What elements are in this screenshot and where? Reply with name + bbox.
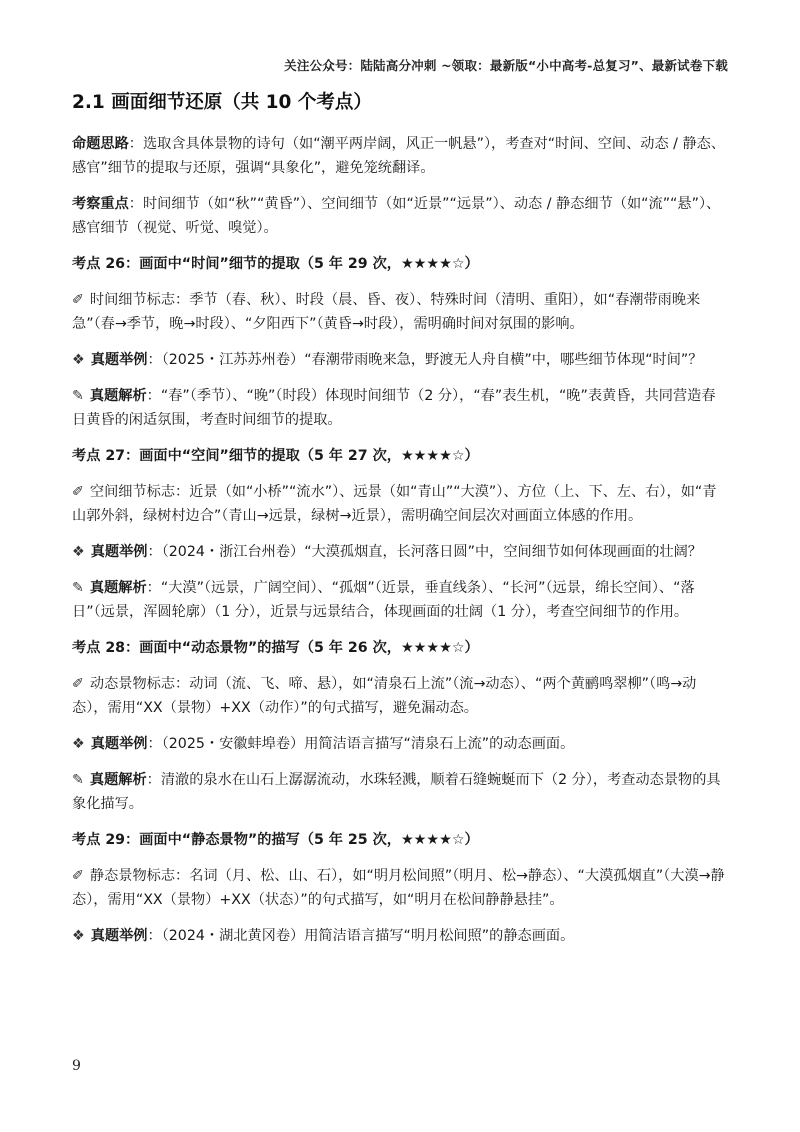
example-text: ：（2024・浙江台州卷）“大漠孤烟直，长河落日圆”中，空间细节如何体现画面的壮阔？ [147,544,702,560]
analysis-label: 真题解析 [89,580,147,596]
point-heading: 考点 28：画面中“动态景物”的描写（5 年 26 次，★★★★☆） [72,640,479,656]
example-label: 真题举例 [90,736,148,752]
point-example [72,540,728,564]
point-sign [72,480,728,528]
point-sign-text: 静态景物标志：名词（月、松、山、石），如“明月松间照”（明月、松→静态）、“大漠孤烟直”（大漠→静态），需用“XX（景物）+XX（状态）”的句式描写，如“明月在松间静静悬挂”。 [72,868,725,908]
analysis-text: ：清澈的泉水在山石上潺潺流动，水珠轻溅，顺着石缝蜿蜒而下（2 分），考查动态景物的具象化描写。 [72,772,721,812]
pencil-icon: ✐ [72,484,84,500]
pencil-icon: ✐ [72,292,84,308]
intro-paragraph-2 [72,192,728,240]
diamond-bullet-icon: ❖ [72,544,85,560]
section-title: 2.1 画面细节还原（共 10 个考点） [72,92,372,113]
point-example [72,732,728,756]
diamond-bullet-icon: ❖ [72,928,85,944]
intro-paragraph-1 [72,132,728,180]
page-number: 9 [72,1058,81,1074]
point-sign [72,672,728,720]
pencil-icon: ✐ [72,676,84,692]
point-heading: 考点 26：画面中“时间”细节的提取（5 年 29 次，★★★★☆） [72,256,479,272]
example-label: 真题举例 [90,928,148,944]
analysis-label: 真题解析 [89,388,147,404]
point-sign [72,288,728,336]
page-header: 关注公众号：陆陆高分冲刺 ~领取：最新版“小中高考-总复习”、最新试卷下载 [284,58,728,73]
intro-2-text: ：时间细节（如“秋”“黄昏”）、空间细节（如“近景”“远景”）、动态 / 静态细节（如“流”“悬”）、感官细节（视觉、听觉、嗅觉）。 [72,196,721,236]
example-text: ：（2025・江苏苏州卷）“春潮带雨晚来急，野渡无人舟自横”中，哪些细节体现“时间”？ [147,352,703,368]
point-analysis [72,384,728,432]
example-label: 真题举例 [90,352,148,368]
diamond-bullet-icon: ❖ [72,352,85,368]
pen-icon: ✎ [72,388,84,404]
point-example [72,348,728,372]
analysis-text: ：“大漠”（远景，广阔空间）、“孤烟”（近景，垂直线条）、“长河”（远景，绵长空间）、“落日”（远景，浑圆轮廓）（1 分），近景与远景结合，体现画面的壮阔（1 分），考查空间细节的作用。 [72,580,695,620]
point-example [72,924,728,948]
analysis-text: ：“春”（季节）、“晚”（时段）体现时间细节（2 分），“春”表生机，“晚”表黄昏，共同营造春日黄昏的闲适氛围，考查时间细节的提取。 [72,388,716,428]
intro-2-label: 考察重点 [72,196,129,212]
example-label: 真题举例 [90,544,148,560]
point-analysis [72,768,728,816]
example-text: ：（2025・安徽蚌埠卷）用简洁语言描写“清泉石上流”的动态画面。 [147,736,575,752]
point-sign-text: 动态景物标志：动词（流、飞、啼、悬），如“清泉石上流”（流→动态）、“两个黄鹂鸣翠柳”（鸣→动态），需用“XX（景物）+XX（动作）”的句式描写，避免漏动态。 [72,676,697,716]
intro-1-text: ：选取含具体景物的诗句（如“潮平两岸阔，风正一帆悬”），考查对“时间、空间、动态 / 静态、感官”细节的提取与还原，强调“具象化”，避免笼统翻译。 [72,136,726,176]
point-sign [72,864,728,912]
point-analysis [72,576,728,624]
intro-1-label: 命题思路 [72,136,129,152]
point-sign-text: 时间细节标志：季节（春、秋）、时段（晨、昏、夜）、特殊时间（清明、重阳），如“春潮带雨晚来急”（春→季节，晚→时段）、“夕阳西下”（黄昏→时段），需明确时间对氛围的影响。 [72,292,701,332]
point-heading: 考点 27：画面中“空间”细节的提取（5 年 27 次，★★★★☆） [72,448,479,464]
pencil-icon: ✐ [72,868,84,884]
pen-icon: ✎ [72,580,84,596]
page-content [72,88,728,960]
example-text: ：（2024・湖北黄冈卷）用简洁语言描写“明月松间照”的静态画面。 [147,928,575,944]
pen-icon: ✎ [72,772,84,788]
point-sign-text: 空间细节标志：近景（如“小桥”“流水”）、远景（如“青山”“大漠”）、方位（上、下、左、右），如“青山郭外斜，绿树村边合”（青山→远景，绿树→近景），需明确空间层次对画面立体感的作用。 [72,484,717,524]
point-heading: 考点 29：画面中“静态景物”的描写（5 年 25 次，★★★★☆） [72,832,479,848]
diamond-bullet-icon: ❖ [72,736,85,752]
analysis-label: 真题解析 [89,772,147,788]
